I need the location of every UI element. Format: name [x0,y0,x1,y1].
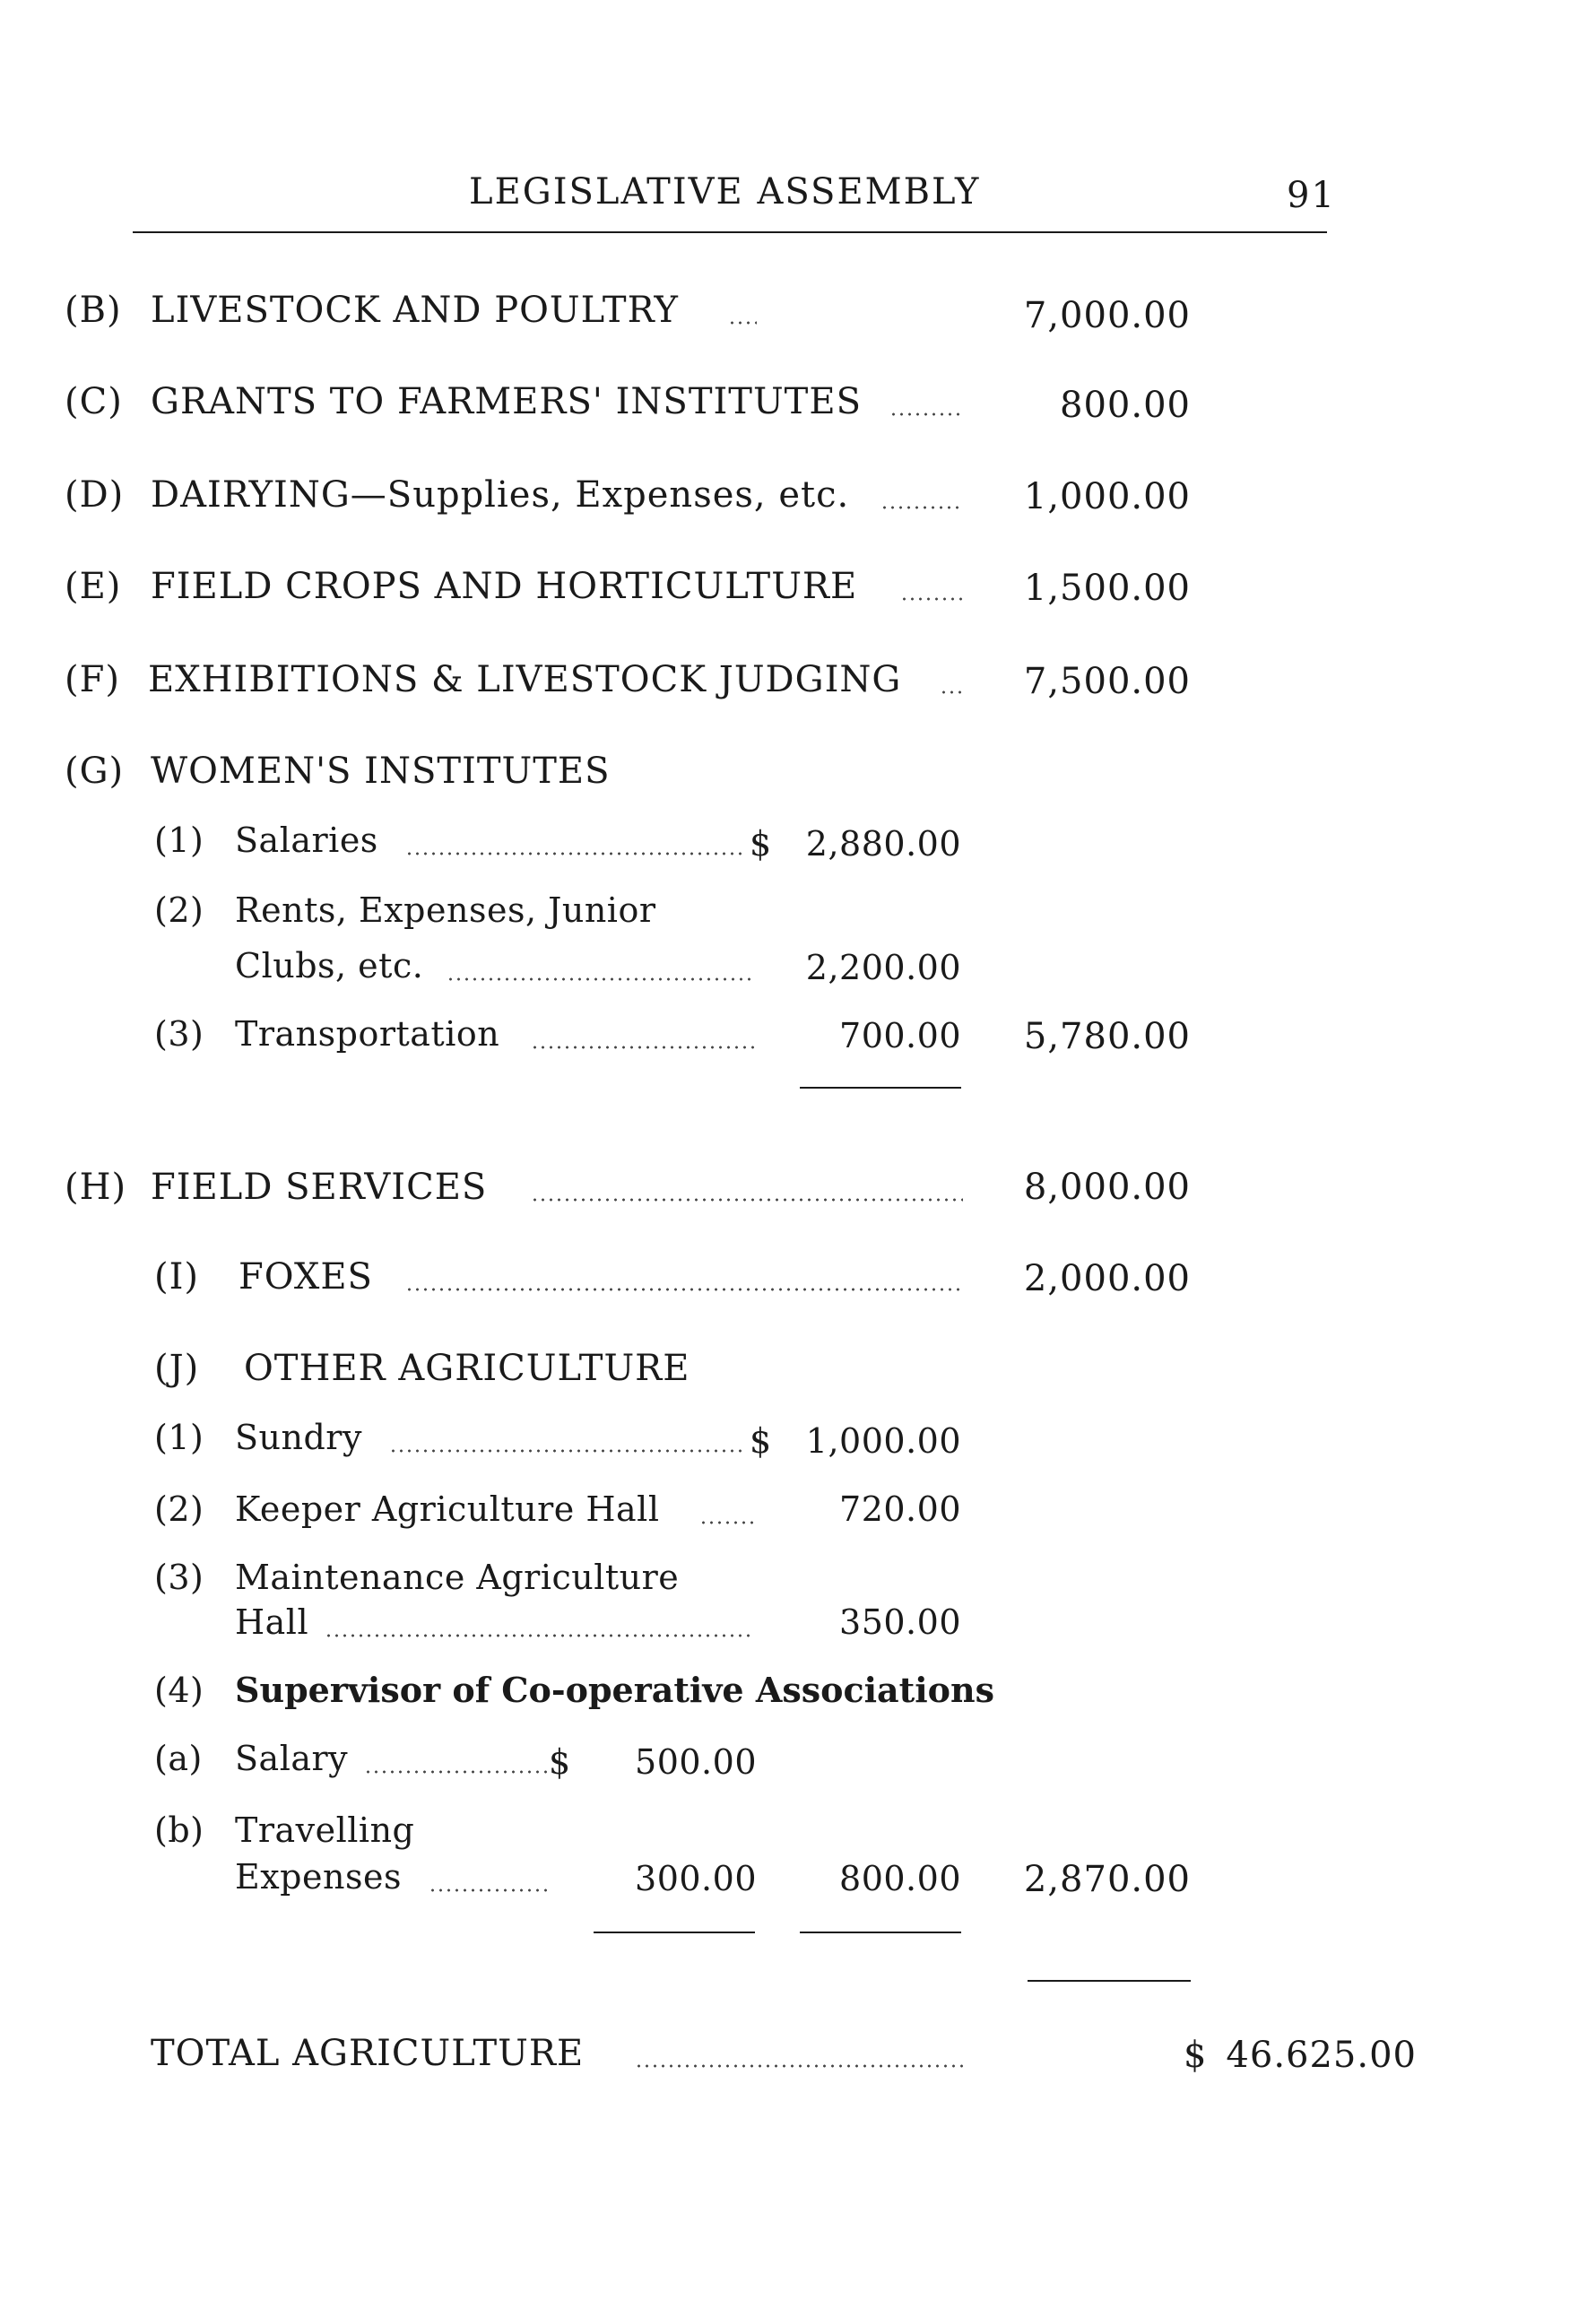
sub-label: Transportation [235,1014,500,1054]
section-heading: WOMEN'S INSTITUTES [151,751,611,792]
sub-code: (1) [154,820,204,860]
item-label: EXHIBITIONS & LIVESTOCK JUDGING [148,659,902,700]
currency-symbol: $ [750,1421,772,1461]
leader-dots [531,1046,755,1049]
item-code: (H) [65,1167,127,1208]
sub-sub-code: (b) [154,1810,204,1850]
leader-dots [699,1521,755,1524]
section-heading: OTHER AGRICULTURE [244,1348,690,1389]
item-code: (G) [65,751,125,792]
item-amount: 800.00 [1060,385,1191,426]
sub-sub-amount: 500.00 [635,1742,757,1782]
leader-dots [325,1634,755,1637]
currency-symbol: $ [549,1742,571,1782]
sub-sub-label: Salary [235,1739,349,1778]
item-label: LIVESTOCK AND POULTRY [151,290,679,331]
leader-dots [635,2064,963,2068]
leader-dots [900,597,963,601]
sub-heading-bold: Supervisor of Co-operative Associations [235,1670,995,1710]
leader-dots [447,977,755,981]
item-code: (F) [65,659,120,700]
sub-code: (2) [154,1489,204,1529]
sub-label-cont: Hall [235,1602,309,1642]
sub-sub-code: (a) [154,1739,203,1778]
sub-label: Keeper Agriculture Hall [235,1489,660,1529]
sub-label: Salaries [235,820,378,860]
sub-label-cont: Clubs, etc. [235,946,424,985]
sub-label: Maintenance Agriculture [235,1558,680,1597]
currency-symbol: $ [1184,2035,1208,2076]
item-code: (J) [154,1348,200,1389]
sub-amount: 1,000.00 [805,1421,961,1461]
total-label: TOTAL AGRICULTURE [151,2033,585,2074]
sub-sub-label: Travelling [235,1810,415,1850]
item-label: GRANTS TO FARMERS' INSTITUTES [151,381,862,422]
item-amount: 2,000.00 [1023,1258,1191,1299]
sub-code: (4) [154,1671,204,1710]
sub-amount: 2,200.00 [805,948,961,987]
leader-dots [531,1198,963,1202]
item-amount: 1,500.00 [1023,568,1191,609]
sub-code: (3) [154,1558,204,1597]
leader-dots [405,852,746,855]
leader-dots [405,1288,963,1291]
sub-amount: 720.00 [839,1489,961,1529]
sub-label: Rents, Expenses, Junior [235,890,656,930]
item-label: FOXES [239,1256,373,1298]
sub-amount: 800.00 [839,1859,961,1898]
leader-dots [429,1888,547,1892]
item-label: DAIRYING—Supplies, Expenses, etc. [151,474,850,516]
section-total: 5,780.00 [1023,1016,1191,1057]
leader-dots [728,321,757,325]
item-amount: 7,000.00 [1023,295,1191,336]
sub-code: (3) [154,1014,204,1054]
sub-sub-label-cont: Expenses [235,1857,402,1897]
item-code: (E) [65,566,122,607]
item-amount: 1,000.00 [1023,476,1191,517]
item-amount: 7,500.00 [1023,661,1191,702]
leader-dots [364,1770,547,1774]
sub-amount: 350.00 [839,1602,961,1642]
header-rule [133,231,1327,233]
item-code: (D) [65,474,125,516]
leader-dots [389,1449,746,1453]
subtotal-rule [800,1932,961,1933]
subtotal-rule [594,1932,755,1933]
page-title: LEGISLATIVE ASSEMBLY [469,171,981,213]
sub-amount: 700.00 [839,1016,961,1055]
page-number: 91 [1287,175,1336,216]
item-amount: 8,000.00 [1023,1167,1191,1208]
sub-amount: 2,880.00 [805,824,961,864]
item-label: FIELD CROPS AND HORTICULTURE [151,566,858,607]
subtotal-rule [800,1087,961,1089]
item-code: (C) [65,381,123,422]
leader-dots [940,690,963,694]
item-code: (B) [65,290,122,331]
sub-code: (2) [154,890,204,930]
total-amount: 46.625.00 [1226,2035,1417,2076]
total-rule [1028,1980,1191,1982]
sub-label: Sundry [235,1418,362,1457]
leader-dots [889,412,963,416]
leader-dots [880,506,963,509]
sub-code: (1) [154,1418,204,1457]
item-label: FIELD SERVICES [151,1167,488,1208]
sub-sub-amount: 300.00 [635,1859,757,1898]
section-total: 2,870.00 [1023,1859,1191,1900]
item-code: (I) [154,1256,200,1298]
currency-symbol: $ [750,824,772,864]
